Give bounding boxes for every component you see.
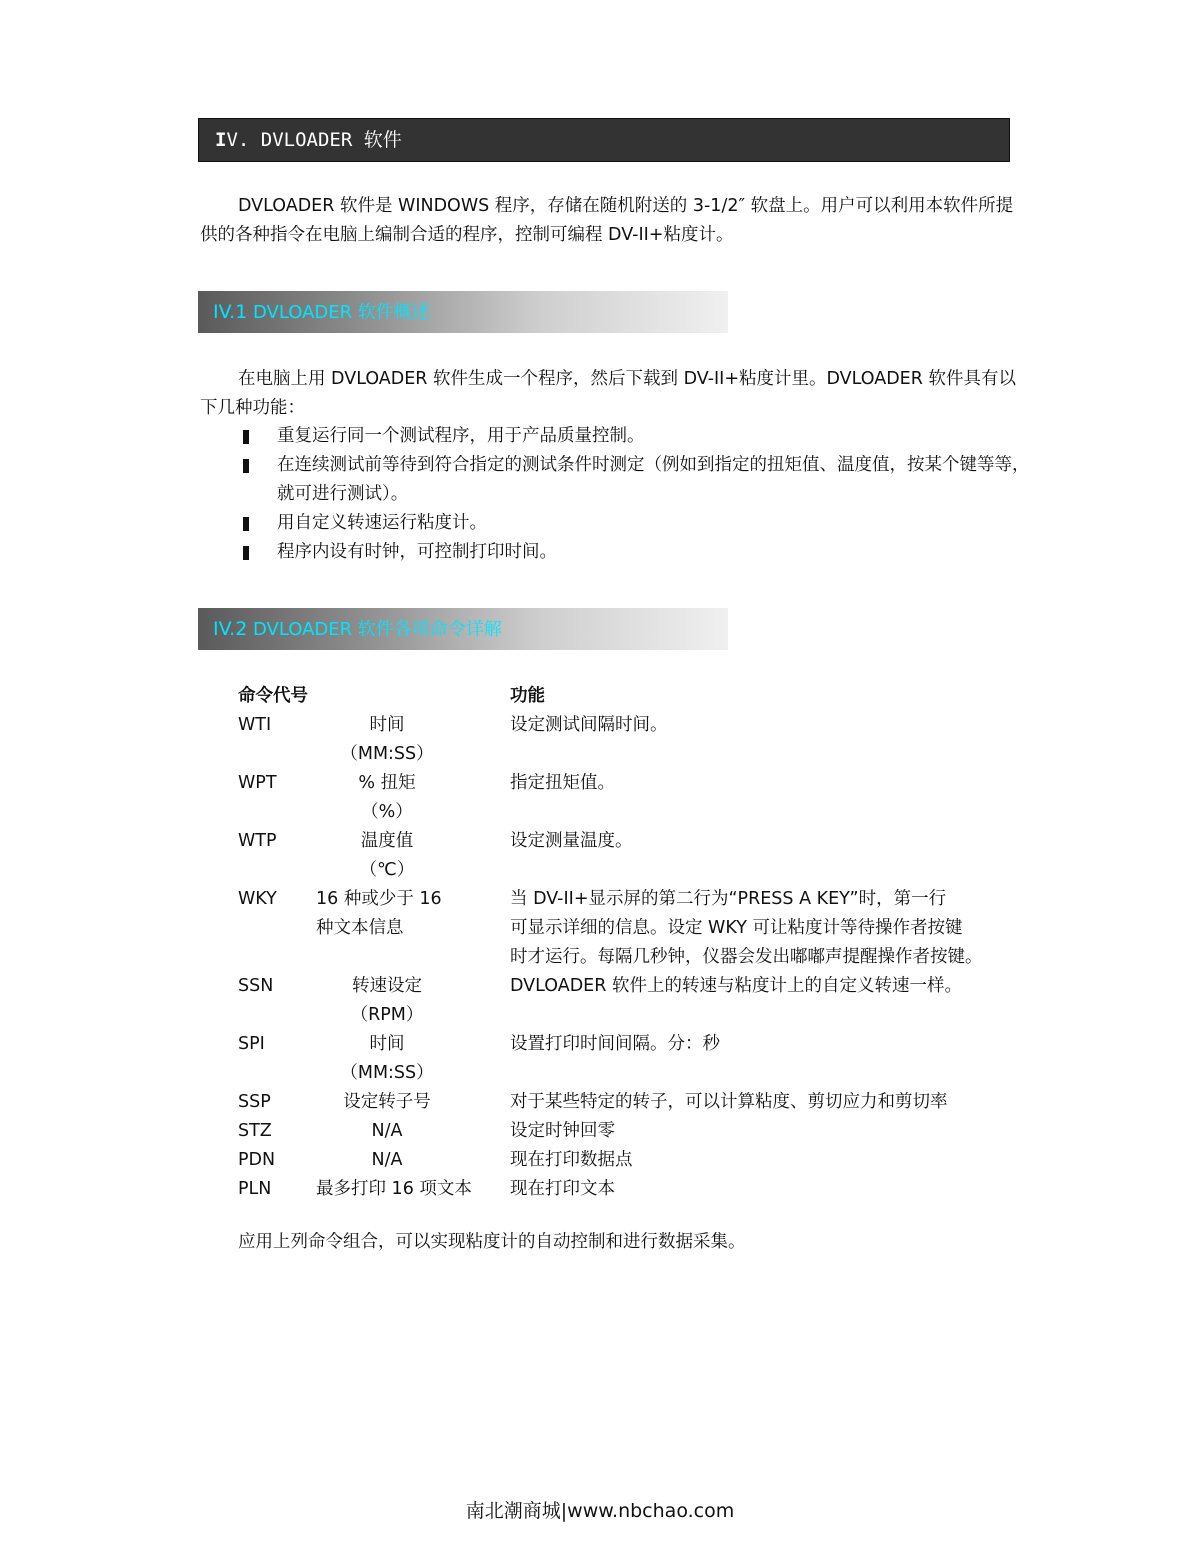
- section-heading-2: [198, 608, 728, 650]
- command-code: WTP: [238, 831, 277, 851]
- list-item: [240, 538, 1040, 567]
- command-param: 转速设定 （RPM）: [350, 976, 424, 1025]
- section2-number: IV.2: [213, 618, 248, 640]
- command-function: 当 DV-II+显示屏的第二行为“PRESS A KEY”时，第一行 可显示详细的信息。设定 WKY 可让粘度计等待操作者按键 时才运行。每隔几秒钟，仪器会发出嘟嘟声提醒操作者按键。: [510, 889, 983, 967]
- list-item-text: 用自定义转速运行粘度计。: [277, 513, 487, 533]
- list-item-text: 重复运行同一个测试程序，用于产品质量控制。: [277, 426, 645, 446]
- chapter-heading: [198, 118, 1010, 162]
- command-function: 设定测量温度。: [510, 831, 633, 851]
- command-function: 设定测试间隔时间。: [510, 715, 668, 735]
- section1-title: DVLOADER 软件概述: [253, 302, 430, 323]
- command-code: STZ: [238, 1121, 272, 1141]
- table-row: [238, 1088, 1058, 1117]
- command-param: 最多打印 16 项文本: [316, 1179, 472, 1199]
- table-row: [238, 711, 1058, 769]
- command-function: 指定扭矩值。: [510, 773, 615, 793]
- table-row: [238, 1175, 1058, 1204]
- list-item: [240, 451, 1040, 509]
- header-function: 功能: [510, 686, 545, 706]
- command-function: 设置打印时间间隔。分：秒: [510, 1034, 720, 1054]
- table-row: [238, 827, 1058, 885]
- command-table: [238, 682, 1058, 1204]
- table-row: [238, 769, 1058, 827]
- section1-paragraph: [200, 365, 1030, 423]
- command-param: N/A: [371, 1121, 403, 1141]
- chapter-roman: I: [215, 129, 227, 151]
- command-param: 时间 （MM:SS）: [340, 715, 434, 764]
- list-item: [240, 509, 1040, 538]
- table-row: [238, 972, 1058, 1030]
- command-param: 时间 （MM:SS）: [340, 1034, 434, 1083]
- command-param: % 扭矩 （%）: [358, 773, 416, 822]
- command-code: SPI: [238, 1034, 265, 1054]
- intro-paragraph: [200, 192, 1030, 250]
- list-item-text: 在连续测试前等待到符合指定的测试条件时测定（例如到指定的扭矩值、温度值，按某个键等等，就可进行测试）。: [277, 455, 1030, 504]
- table-header: [238, 682, 1058, 711]
- command-code: PDN: [238, 1150, 276, 1170]
- table-row: [238, 1030, 1058, 1088]
- section1-number: IV.1: [213, 301, 248, 323]
- footer-watermark: 南北潮商城|www.nbchao.com: [465, 1500, 735, 1522]
- chapter-title: V. DVLOADER 软件: [226, 129, 402, 151]
- command-param: 温度值 （℃）: [359, 831, 415, 880]
- bullet-icon: [240, 422, 277, 451]
- command-code: WPT: [238, 773, 277, 793]
- feature-list: [240, 422, 1040, 567]
- bullet-icon: [240, 509, 277, 538]
- command-param: 16 种或少于 16 种文本信息: [316, 889, 442, 938]
- command-function: 现在打印数据点: [510, 1150, 633, 1170]
- command-code: SSP: [238, 1092, 271, 1112]
- command-param: 设定转子号: [343, 1092, 431, 1112]
- command-code: WKY: [238, 889, 277, 909]
- command-code: PLN: [238, 1179, 272, 1199]
- intro-text: DVLOADER 软件是 WINDOWS 程序，存储在随机附送的 3-1/2″ 软盘上。用户可以利用本软件所提供的各种指令在电脑上编制合适的程序，控制可编程 DV-II+粘度计。: [200, 196, 1014, 245]
- command-function: 对于某些特定的转子，可以计算粘度、剪切应力和剪切率: [510, 1092, 948, 1112]
- section-heading-1: [198, 291, 728, 333]
- section2-title: DVLOADER 软件各项命令详解: [253, 619, 502, 640]
- table-row: [238, 1117, 1058, 1146]
- command-code: WTI: [238, 715, 272, 735]
- command-param: N/A: [371, 1150, 403, 1170]
- section1-text: 在电脑上用 DVLOADER 软件生成一个程序，然后下载到 DV-II+粘度计里。DVLOADER 软件具有以下几种功能：: [200, 369, 1016, 418]
- header-code: 命令代号: [238, 686, 308, 706]
- bullet-icon: [240, 538, 277, 567]
- command-function: DVLOADER 软件上的转速与粘度计上的自定义转速一样。: [510, 976, 962, 996]
- bullet-icon: [240, 451, 277, 509]
- table-row: [238, 1146, 1058, 1175]
- table-row: [238, 885, 1058, 972]
- closing-paragraph: 应用上列命令组合，可以实现粘度计的自动控制和进行数据采集。: [238, 1232, 746, 1252]
- command-function: 设定时钟回零: [510, 1121, 615, 1141]
- list-item-text: 程序内设有时钟，可控制打印时间。: [277, 542, 557, 562]
- command-code: SSN: [238, 976, 274, 996]
- list-item: [240, 422, 1040, 451]
- command-function: 现在打印文本: [510, 1179, 615, 1199]
